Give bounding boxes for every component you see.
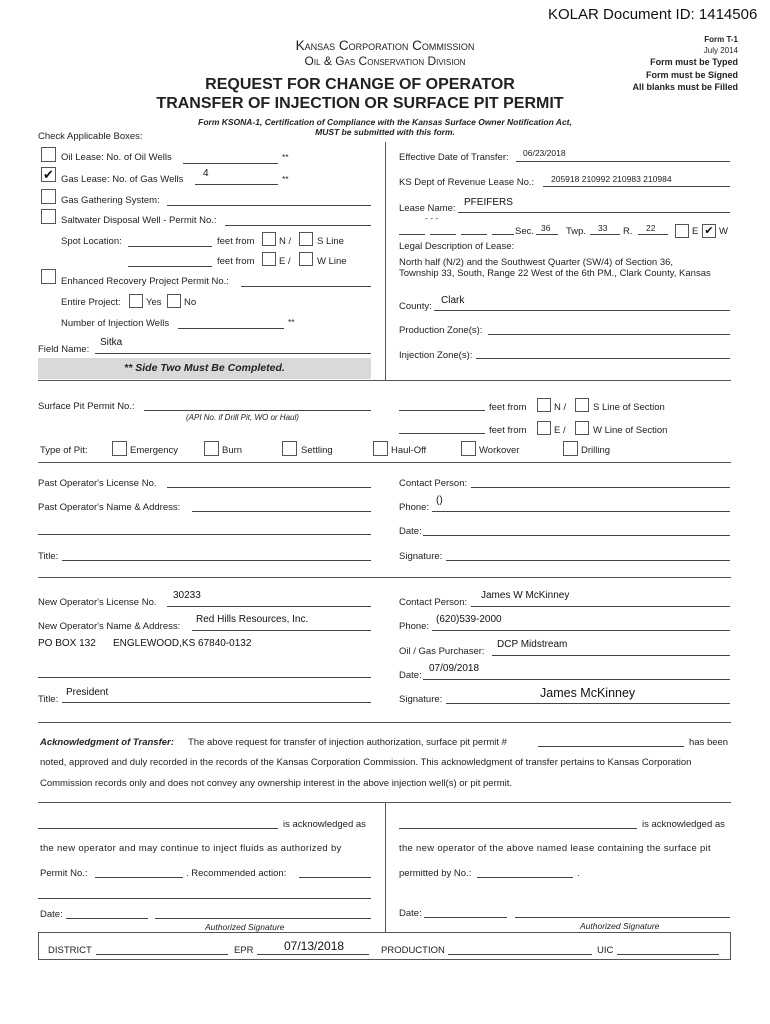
- ksona-note-line1: Form KSONA-1, Certification of Compliance with the Kansas Surface Owner Notification Act,: [198, 117, 572, 127]
- ack-text3: Commission records only and does not convey any ownership interest in the above injection well(s) or pit permit.: [40, 778, 513, 789]
- ack-left-is-ack: is acknowledged as: [283, 819, 366, 830]
- drilling-checkbox[interactable]: [563, 441, 578, 456]
- form-title-line2: TRANSFER OF INJECTION OR SURFACE PIT PERMIT: [156, 95, 564, 112]
- production-label: PRODUCTION: [381, 945, 445, 956]
- ack-left-date-field[interactable]: [66, 918, 148, 919]
- new-address-field[interactable]: [38, 677, 371, 678]
- past-date-field[interactable]: [423, 535, 730, 536]
- entire-project-label: Entire Project:: [61, 297, 121, 308]
- ack-permit-no-field[interactable]: [95, 877, 183, 878]
- new-license-value: 30233: [173, 590, 201, 601]
- feet-from-label: feet from: [489, 425, 527, 436]
- form-number: Form T-1: [704, 35, 738, 44]
- new-title-label: Title:: [38, 694, 59, 705]
- uic-field[interactable]: [617, 954, 719, 955]
- ack-new-op-lease: the new operator of the above named lease containing the surface pit: [399, 843, 711, 854]
- swd-permit-field[interactable]: [225, 225, 371, 226]
- ack-period: .: [577, 868, 580, 879]
- purchaser-label: Oil / Gas Purchaser:: [399, 646, 485, 657]
- ack-has-been: has been: [689, 737, 729, 748]
- document-id: KOLAR Document ID: 1414506: [548, 6, 758, 23]
- twp-label: Twp.: [566, 226, 587, 237]
- workover-checkbox[interactable]: [461, 441, 476, 456]
- past-phone-value: (): [436, 495, 443, 506]
- hauloff-label: Haul-Off: [391, 445, 427, 456]
- emergency-checkbox[interactable]: [112, 441, 127, 456]
- ack-text1: The above request for transfer of injection authorization, surface pit permit #: [188, 737, 507, 748]
- past-signature-label: Signature:: [399, 551, 443, 562]
- ack-left-signature-field[interactable]: [155, 918, 371, 919]
- effective-date-field[interactable]: [516, 161, 730, 162]
- settling-label: Settling: [301, 445, 333, 456]
- swd-checkbox[interactable]: [41, 209, 56, 224]
- twp-field[interactable]: [590, 234, 620, 235]
- form-title-line1: REQUEST FOR CHANGE OF OPERATOR: [205, 76, 515, 93]
- field-name-label: Field Name:: [38, 344, 90, 355]
- yes-checkbox[interactable]: [129, 294, 143, 308]
- new-name-field[interactable]: [192, 630, 371, 631]
- legal-desc-line1: North half (N/2) and the Southwest Quarter (SW/4) of Section 36,: [399, 257, 674, 268]
- past-title-field[interactable]: [62, 560, 371, 561]
- past-license-label: Past Operator's License No.: [38, 478, 157, 489]
- agency-division: Oil & Gas Conservation Division: [304, 54, 466, 68]
- ack-heading: Acknowledgment of Transfer:: [40, 737, 174, 748]
- pit-s-line-label: S Line of Section: [593, 402, 665, 413]
- effective-date-value: 06/23/2018: [523, 148, 566, 158]
- gas-gathering-field[interactable]: [167, 205, 371, 206]
- eor-permit-field[interactable]: [241, 286, 371, 287]
- twp-value: 33: [598, 223, 608, 233]
- production-field[interactable]: [448, 954, 592, 955]
- pit-e-label: E /: [554, 425, 566, 436]
- swd-label: Saltwater Disposal Well - Permit No.:: [61, 215, 217, 226]
- sec-field[interactable]: [536, 234, 558, 235]
- range-value: 22: [646, 223, 656, 233]
- eor-label: Enhanced Recovery Project Permit No.:: [61, 276, 229, 287]
- legal-desc-line2: Township 33, South, Range 22 West of the 6th PM., Clark County, Kansas: [399, 268, 711, 279]
- form-date: July 2014: [703, 46, 738, 55]
- past-signature-field[interactable]: [446, 560, 730, 561]
- new-date-value: 07/09/2018: [429, 663, 480, 674]
- dashes: - - -: [425, 213, 439, 223]
- agency-name: Kansas Corporation Commission: [295, 38, 475, 53]
- ack-permit-no-label: Permit No.:: [40, 868, 88, 879]
- surface-pit-label: Surface Pit Permit No.:: [38, 401, 135, 412]
- ks-dept-value: 205918 210992 210983 210984: [551, 174, 672, 184]
- ack-text2: noted, approved and duly recorded in the records of the Kansas Corporation Commission. This acknowledgment of transfer pertains to Kansas Corporation: [40, 757, 692, 768]
- must-signed-note: Form must be Signed: [645, 70, 738, 80]
- past-address-field[interactable]: [38, 534, 371, 535]
- ack-action-field[interactable]: [38, 898, 371, 899]
- past-contact-label: Contact Person:: [399, 478, 468, 489]
- county-label: County:: [399, 301, 432, 312]
- e-range-checkbox[interactable]: [675, 224, 689, 238]
- ack-right-signature-field[interactable]: [515, 917, 730, 918]
- new-date-label: Date:: [399, 670, 422, 681]
- pit-feet-ew-field[interactable]: [399, 433, 485, 434]
- new-contact-label: Contact Person:: [399, 597, 468, 608]
- gas-wells-value: 4: [203, 168, 209, 179]
- new-contact-value: James W McKinney: [481, 590, 570, 601]
- side-two-note: ** Side Two Must Be Completed.: [124, 362, 285, 374]
- no-checkbox[interactable]: [167, 294, 181, 308]
- ack-left-date-label: Date:: [40, 909, 63, 920]
- lease-name-value: PFEIFERS: [464, 197, 513, 208]
- w-range-checkbox[interactable]: ✔: [702, 224, 716, 238]
- yes-label: Yes: [146, 297, 162, 308]
- sec-value: 36: [541, 223, 551, 233]
- past-name-field[interactable]: [192, 511, 371, 512]
- ack-left-name-field[interactable]: [38, 828, 278, 829]
- api-note: (API No. if Drill Pit, WO or Haul): [186, 413, 299, 422]
- oil-lease-label: Oil Lease: No. of Oil Wells: [61, 152, 172, 163]
- past-contact-field[interactable]: [471, 487, 730, 488]
- effective-date-label: Effective Date of Transfer:: [399, 152, 509, 163]
- epr-value: 07/13/2018: [284, 939, 345, 953]
- gas-lease-label: Gas Lease: No. of Gas Wells: [61, 174, 184, 185]
- surface-pit-field[interactable]: [144, 410, 371, 411]
- type-of-pit-label: Type of Pit:: [40, 445, 88, 456]
- ack-right-name-field[interactable]: [399, 828, 637, 829]
- required-stars: **: [282, 174, 289, 184]
- uic-label: UIC: [597, 945, 614, 956]
- new-title-field[interactable]: [62, 702, 371, 703]
- check-applicable-label: Check Applicable Boxes:: [38, 131, 143, 142]
- r-label: R.: [623, 226, 633, 237]
- oil-wells-field[interactable]: [183, 163, 278, 164]
- new-address-po: PO BOX 132: [38, 638, 96, 649]
- past-date-label: Date:: [399, 526, 422, 537]
- sec-label: Sec.: [515, 226, 535, 237]
- ack-recommended-label: . Recommended action:: [186, 868, 287, 879]
- new-signature-label: Signature:: [399, 694, 443, 705]
- ksona-note-line2: MUST be submitted with this form.: [315, 127, 455, 137]
- ack-recommended-field[interactable]: [299, 877, 371, 878]
- required-stars: **: [282, 152, 289, 162]
- county-field[interactable]: [434, 310, 730, 311]
- new-license-label: New Operator's License No.: [38, 597, 157, 608]
- w-range-label: W: [719, 226, 728, 237]
- e-label: E /: [279, 256, 291, 267]
- district-field[interactable]: [96, 954, 228, 955]
- emergency-label: Emergency: [130, 445, 179, 456]
- ks-dept-label: KS Dept of Revenue Lease No.:: [399, 177, 535, 188]
- pit-n-label: N /: [554, 402, 567, 413]
- ack-right-date-label: Date:: [399, 908, 422, 919]
- past-phone-field[interactable]: [432, 511, 730, 512]
- e-checkbox[interactable]: [262, 252, 276, 266]
- ack-new-op-inject: the new operator and may continue to inject fluids as authorized by: [40, 843, 342, 854]
- ack-permitted-by-field[interactable]: [477, 877, 573, 878]
- must-typed-note: Form must be Typed: [650, 57, 738, 67]
- past-license-field[interactable]: [167, 487, 371, 488]
- feet-from-label: feet from: [489, 402, 527, 413]
- required-stars: **: [288, 317, 295, 327]
- injection-wells-field[interactable]: [178, 328, 284, 329]
- eor-checkbox[interactable]: [41, 269, 56, 284]
- burn-checkbox[interactable]: [204, 441, 219, 456]
- gas-lease-checkbox[interactable]: ✔: [41, 167, 56, 182]
- spot-location-label: Spot Location:: [61, 236, 122, 247]
- purchaser-value: DCP Midstream: [497, 639, 568, 650]
- lease-name-label: Lease Name:: [399, 203, 456, 214]
- lease-name-field[interactable]: [458, 212, 730, 213]
- past-name-label: Past Operator's Name & Address:: [38, 502, 181, 513]
- ack-right-is-ack: is acknowledged as: [642, 819, 725, 830]
- w-line-label: W Line: [317, 256, 347, 267]
- settling-checkbox[interactable]: [282, 441, 297, 456]
- w-checkbox[interactable]: [299, 252, 313, 266]
- new-phone-label: Phone:: [399, 621, 430, 632]
- new-name-value: Red Hills Resources, Inc.: [196, 614, 309, 625]
- ack-left-auth-sig: Authorized Signature: [205, 922, 285, 932]
- past-phone-label: Phone:: [399, 502, 430, 513]
- range-field[interactable]: [638, 234, 668, 235]
- pit-w-line-label: W Line of Section: [593, 425, 668, 436]
- injection-zones-label: Injection Zone(s):: [399, 350, 473, 361]
- new-address-city: ENGLEWOOD,KS 67840-0132: [113, 638, 252, 649]
- burn-label: Burn: [222, 445, 243, 456]
- legal-desc-label: Legal Description of Lease:: [399, 241, 515, 252]
- past-title-label: Title:: [38, 551, 59, 562]
- workover-label: Workover: [479, 445, 520, 456]
- injection-zones-field[interactable]: [476, 358, 730, 359]
- feet-field-ew[interactable]: [128, 266, 212, 267]
- pit-feet-ns-field[interactable]: [399, 410, 485, 411]
- ack-permitted-by-label: permitted by No.:: [399, 868, 472, 879]
- drilling-label: Drilling: [581, 445, 611, 456]
- new-date-field[interactable]: [423, 679, 730, 680]
- pit-e-checkbox[interactable]: [537, 421, 551, 435]
- gas-wells-field[interactable]: [195, 184, 278, 185]
- ack-permit-field[interactable]: [538, 746, 684, 747]
- district-label: DISTRICT: [48, 945, 92, 956]
- new-name-label: New Operator's Name & Address:: [38, 621, 181, 632]
- n-checkbox[interactable]: [262, 232, 276, 246]
- oil-lease-checkbox[interactable]: [41, 147, 56, 162]
- s-checkbox[interactable]: [299, 232, 313, 246]
- ack-right-date-field[interactable]: [424, 917, 507, 918]
- pit-w-checkbox[interactable]: [575, 421, 589, 435]
- feet-from-label: feet from: [217, 236, 255, 247]
- new-contact-field[interactable]: [471, 606, 730, 607]
- purchaser-field[interactable]: [492, 655, 730, 656]
- e-range-label: E: [692, 226, 699, 237]
- gas-gathering-checkbox[interactable]: [41, 189, 56, 204]
- field-name-value: Sitka: [100, 337, 123, 348]
- s-line-label: S Line: [317, 236, 344, 247]
- ack-right-auth-sig: Authorized Signature: [580, 921, 660, 931]
- production-zones-field[interactable]: [488, 334, 730, 335]
- spot-location-field[interactable]: [128, 246, 212, 247]
- pit-n-checkbox[interactable]: [537, 398, 551, 412]
- new-signature-field[interactable]: [446, 703, 730, 704]
- ks-dept-field[interactable]: [543, 186, 730, 187]
- field-name-field[interactable]: [95, 353, 371, 354]
- all-blanks-note: All blanks must be Filled: [632, 82, 738, 92]
- pit-s-checkbox[interactable]: [575, 398, 589, 412]
- production-zones-label: Production Zone(s):: [399, 325, 483, 336]
- hauloff-checkbox[interactable]: [373, 441, 388, 456]
- epr-label: EPR: [234, 945, 254, 956]
- new-title-value: President: [66, 687, 109, 698]
- new-signature-value: James McKinney: [540, 686, 636, 700]
- new-phone-field[interactable]: [432, 630, 730, 631]
- feet-from-label: feet from: [217, 256, 255, 267]
- county-value: Clark: [441, 295, 465, 306]
- new-license-field[interactable]: [167, 606, 371, 607]
- n-label: N /: [279, 236, 292, 247]
- gas-gathering-label: Gas Gathering System:: [61, 195, 160, 206]
- epr-field[interactable]: [257, 954, 369, 955]
- new-phone-value: (620)539-2000: [436, 614, 502, 625]
- no-label: No: [184, 297, 197, 308]
- injection-wells-label: Number of Injection Wells: [61, 318, 170, 329]
